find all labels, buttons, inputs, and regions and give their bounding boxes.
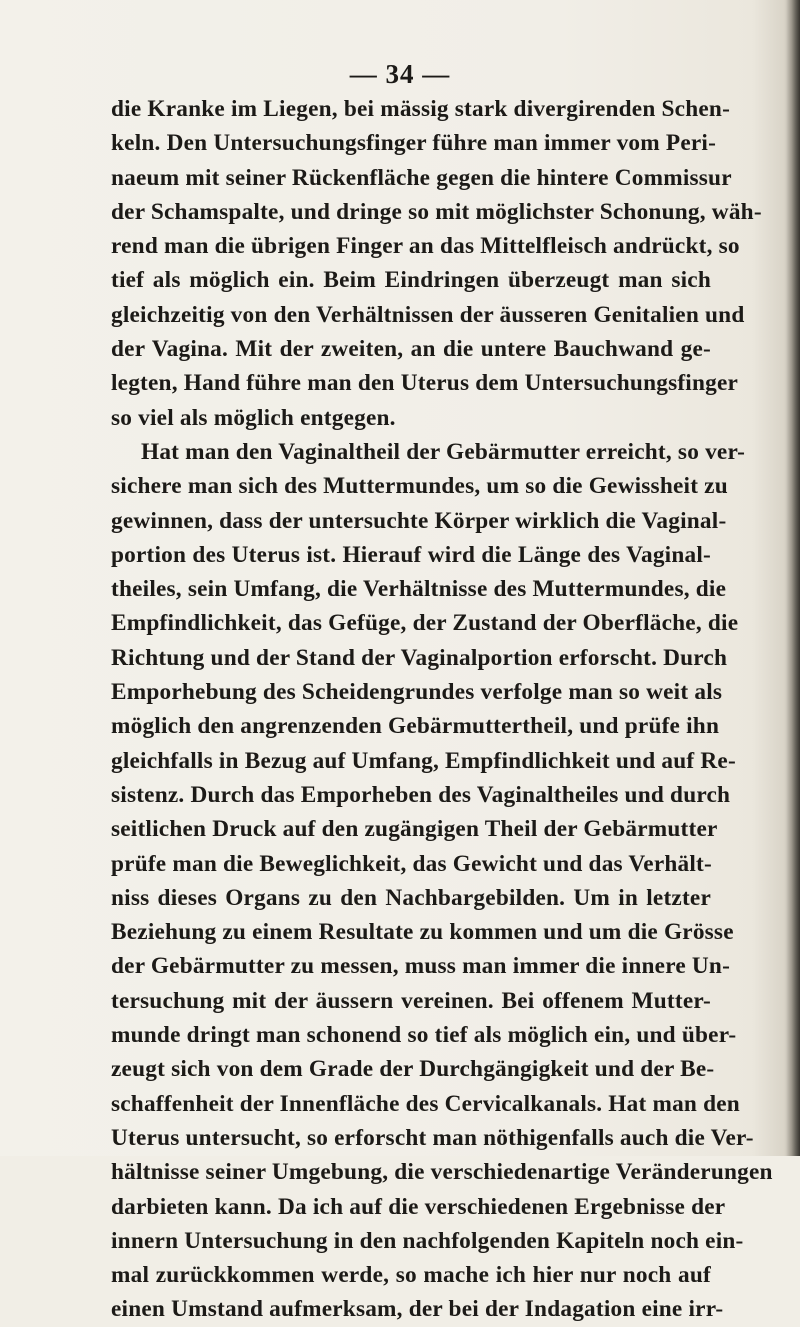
text-line: gleichfalls in Bezug auf Umfang, Empfindlichkeit und auf Re- [111, 747, 736, 774]
text-line: schaffenheit der Innenfläche des Cervicalkanals. Hat man den [111, 1090, 740, 1117]
text-line: niss dieses Organs zu den Nachbargebilden. Um in letzter [111, 884, 711, 911]
text-line: Empfindlichkeit, das Gefüge, der Zustand der Oberfläche, die [111, 610, 739, 637]
paragraph-start-line: Hat man den Vaginaltheil der Gebärmutter erreicht, so ver- [141, 438, 746, 465]
text-line: der Vagina. Mit der zweiten, an die untere Bauchwand ge- [111, 336, 711, 363]
text-line: legten, Hand führe man den Uterus dem Untersuchungsfinger [111, 370, 739, 397]
text-line: darbieten kann. Da ich auf die verschiedenen Ergebnisse der [111, 1193, 726, 1220]
text-line: Emporhebung des Scheidengrundes verfolge man so weit als [111, 679, 723, 706]
text-line: gewinnen, dass der untersuchte Körper wirklich die Vaginal- [111, 507, 727, 534]
text-line: portion des Uterus ist. Hierauf wird die Länge des Vaginal- [111, 541, 711, 568]
text-line: Uterus untersucht, so erforscht man nöthigenfalls auch die Ver- [111, 1124, 754, 1151]
text-line: tersuchung mit der äussern vereinen. Bei offenem Mutter- [111, 987, 711, 1014]
text-line: seitlichen Druck auf den zugängigen Theil der Gebärmutter [111, 816, 718, 843]
text-line: gleichzeitig von den Verhältnissen der äusseren Genitalien und [111, 301, 745, 328]
text-line: der Schamspalte, und dringe so mit möglichster Schonung, wäh- [111, 198, 762, 225]
text-line: einen Umstand aufmerksam, der bei der Indagation eine irr- [111, 1296, 724, 1323]
text-line: rend man die übrigen Finger an das Mittelfleisch andrückt, so [111, 233, 740, 260]
page-binding-edge [786, 0, 800, 1156]
text-line: munde dringt man schonend so tief als möglich ein, und über- [111, 1022, 737, 1049]
text-line: der Gebärmutter zu messen, muss man immer die innere Un- [111, 953, 731, 980]
text-line: sichere man sich des Muttermundes, um so die Gewissheit zu [111, 473, 728, 500]
text-line: theiles, sein Umfang, die Verhältnisse des Muttermundes, die [111, 576, 727, 603]
text-line: Richtung und der Stand der Vaginalportion erforscht. Durch [111, 644, 728, 671]
text-line: Beziehung zu einem Resultate zu kommen und um die Grösse [111, 919, 734, 946]
body-text [111, 92, 773, 1327]
text-line: hältnisse seiner Umgebung, die verschiedenartige Veränderungen [111, 1159, 773, 1186]
text-line: naeum mit seiner Rückenfläche gegen die hintere Commissur [111, 164, 732, 191]
text-line: zeugt sich von dem Grade der Durchgängigkeit und der Be- [111, 1056, 715, 1083]
text-line: mal zurückkommen werde, so mache ich hier nur noch auf [111, 1262, 711, 1289]
text-line: prüfe man die Beweglichkeit, das Gewicht und das Verhält- [111, 850, 712, 877]
text-line: keln. Den Untersuchungsfinger führe man immer vom Peri- [111, 130, 717, 157]
text-line: tief als möglich ein. Beim Eindringen überzeugt man sich [111, 267, 711, 294]
text-line: innern Untersuchung in den nachfolgenden Kapiteln noch ein- [111, 1227, 744, 1254]
text-line: möglich den angrenzenden Gebärmuttertheil, und prüfe ihn [111, 713, 720, 740]
page-number: — 34 — [349, 59, 451, 89]
text-line: die Kranke im Liegen, bei mässig stark divergirenden Schen- [111, 96, 731, 122]
paragraph-end-line: so viel als möglich entgegen. [111, 404, 396, 431]
text-line: sistenz. Durch das Emporheben des Vaginaltheiles und durch [111, 781, 731, 808]
